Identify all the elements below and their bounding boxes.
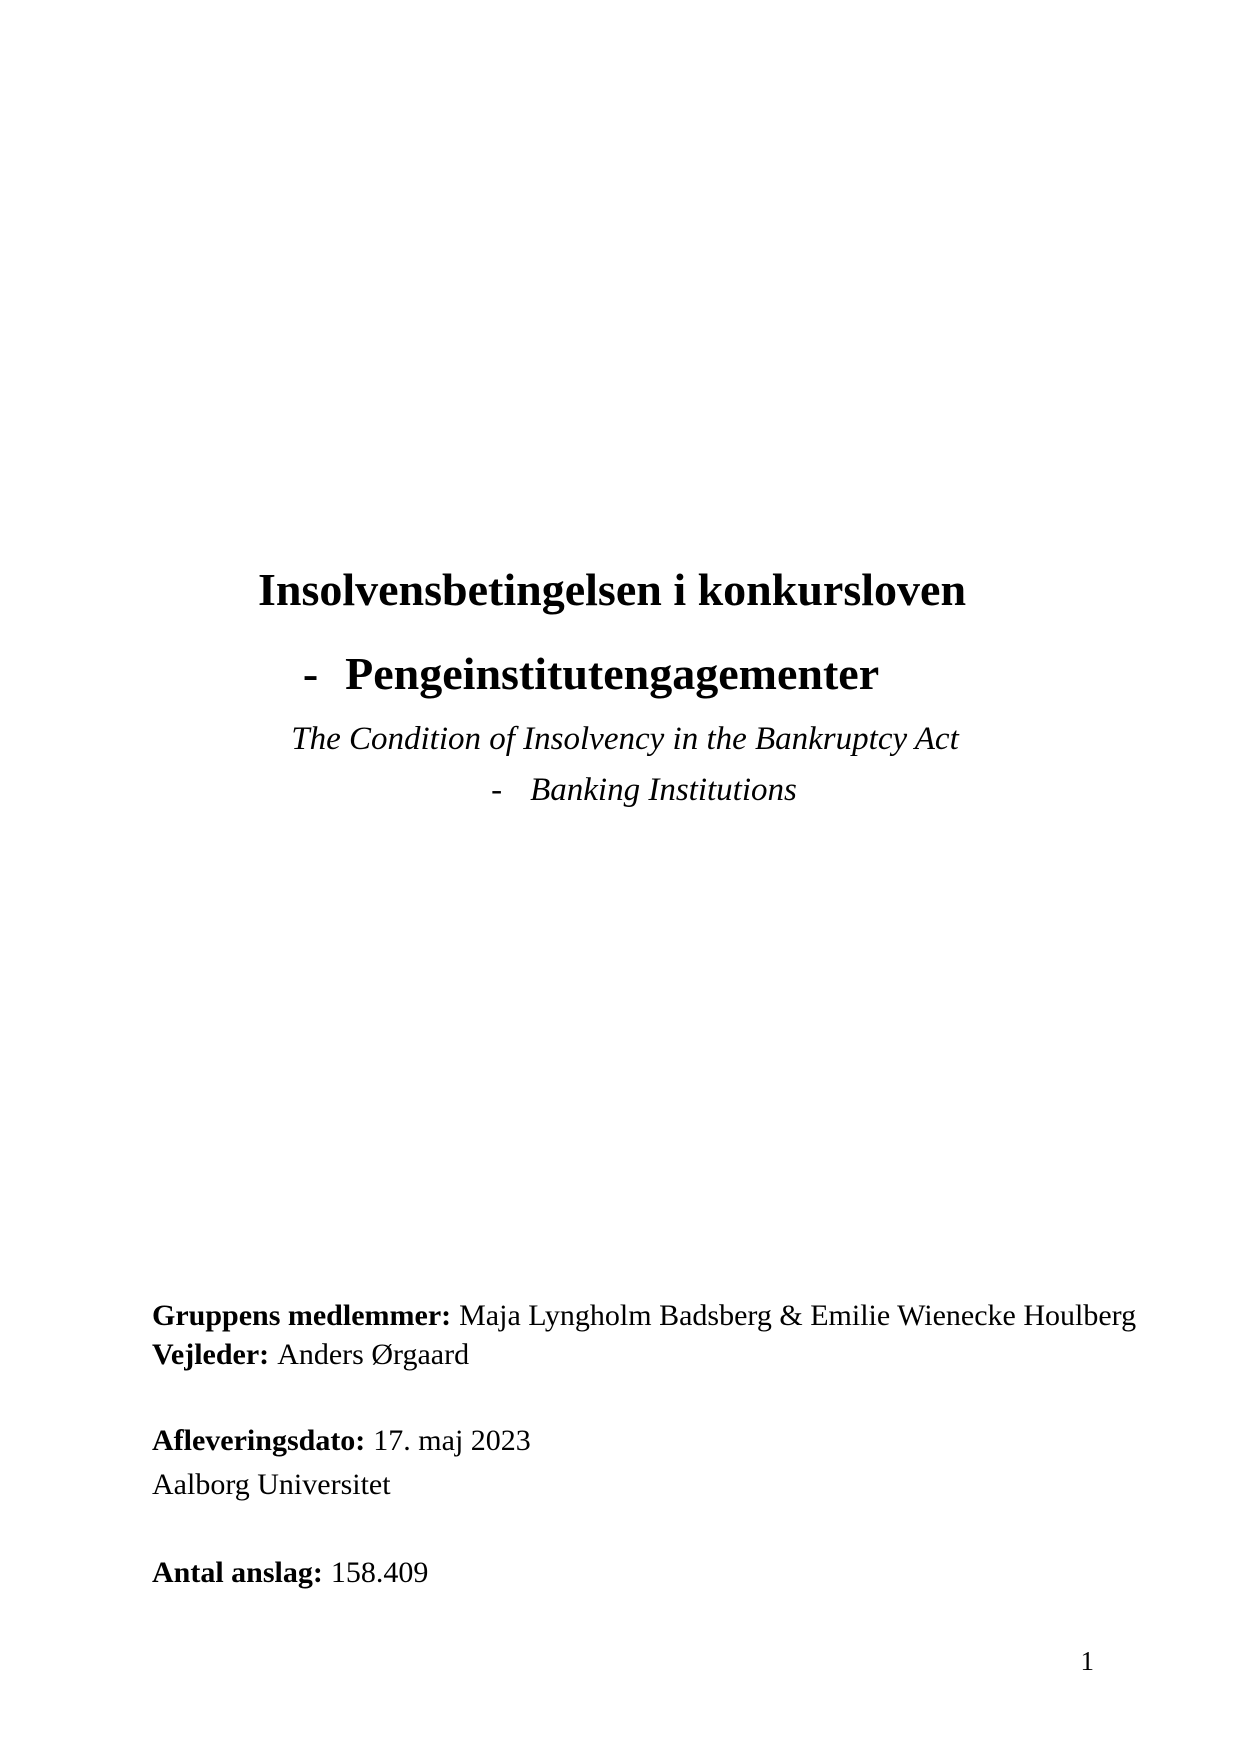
supervisor-line (152, 1340, 469, 1370)
thesis-title-line1: Insolvensbetingelsen i konkursloven (257, 564, 967, 615)
university-name: Aalborg Universitet (152, 1468, 391, 1501)
group-members-value: Maja Lyngholm Badsberg & Emilie Wienecke Houlberg (459, 1299, 1137, 1332)
submission-date-value: 17. maj 2023 (373, 1424, 531, 1457)
submission-date-line (152, 1426, 531, 1456)
group-members-line (152, 1301, 1136, 1331)
supervisor-label: Vejleder: (152, 1338, 270, 1371)
thesis-title-line2 (120, 648, 1062, 699)
submission-date-label: Afleveringsdato: (152, 1424, 366, 1457)
thesis-subtitle-line2-text: Banking Institutions (530, 772, 797, 808)
subtitle-dash: - (491, 772, 503, 808)
thesis-title-line2-text: Pengeinstitutengagementer (345, 648, 880, 699)
supervisor-value: Anders Ørgaard (277, 1338, 470, 1371)
character-count-value: 158.409 (330, 1556, 429, 1589)
page-number: 1 (1080, 1646, 1094, 1676)
group-members-label: Gruppens medlemmer: (152, 1299, 452, 1332)
title-dash: - (302, 648, 319, 699)
character-count-label: Antal anslag: (152, 1556, 323, 1589)
character-count-line (152, 1558, 428, 1588)
thesis-subtitle-line1: The Condition of Insolvency in the Bankruptcy Act (291, 721, 959, 757)
thesis-subtitle-line2 (173, 774, 1115, 807)
